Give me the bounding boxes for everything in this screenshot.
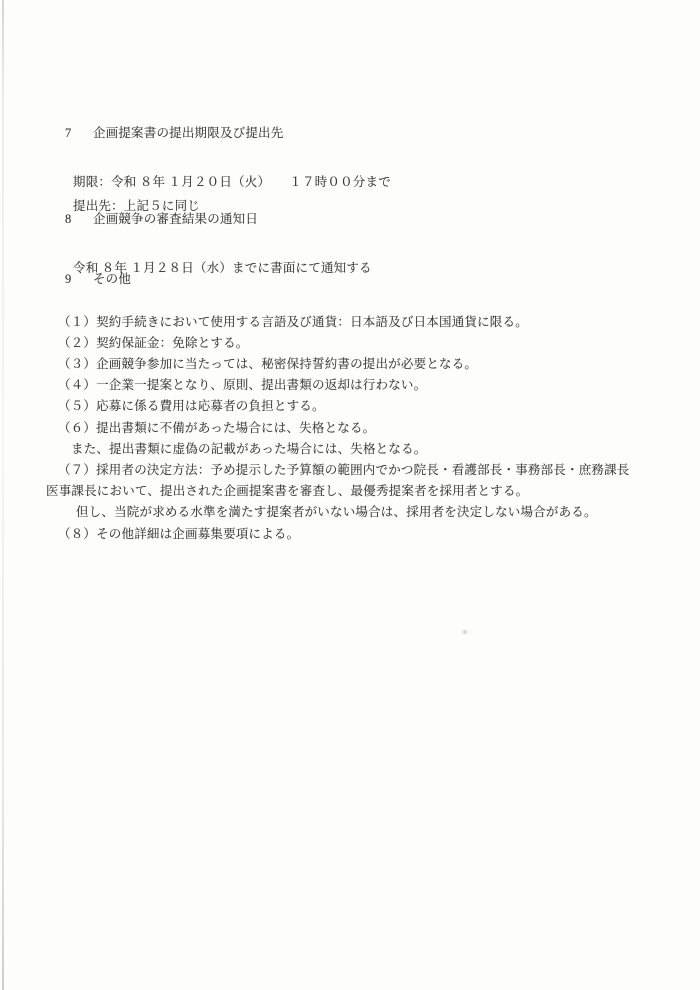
notification-date-line: 令和 ８年 １月２８日（水）までに書面にて通知する [73, 260, 372, 275]
other-item-3: （３）企画競争参加に当たっては、秘密保持誓約書の提出が必要となる。 [58, 357, 478, 372]
section-9 [0, 248, 700, 545]
section-8-title: 企画競争の審査結果の通知日 [92, 211, 259, 226]
other-item-7-continuation: 医事課長において、提出された企画提案書を審査し、最優秀提案者を採用者とする。 [46, 484, 529, 499]
submit-destination-line: 提出先：上記５に同じ [73, 199, 201, 213]
other-item-6: （６）提出書類に不備があった場合には、失格となる。 [58, 420, 376, 435]
section-9-number: 9 [64, 272, 72, 287]
other-item-4: （４）一企業一提案となり、原則、提出書類の返却は行わない。 [58, 378, 427, 393]
other-item-6-continuation: また、提出書類に虚偽の記載があった場合には、失格となる。 [71, 441, 427, 456]
other-item-2: （２）契約保証金：免除とする。 [58, 335, 249, 350]
section-9-title: その他 [92, 272, 132, 287]
other-item-8: （８）その他詳細は企画募集要項による。 [58, 526, 300, 541]
section-7-heading [0, 96, 700, 170]
deadline-line: 期限：令和 ８年 １月２０日（火） １７時００分まで [73, 174, 391, 189]
other-item-5: （５）応募に係る費用は応募者の負担とする。 [58, 399, 325, 414]
section-8-number: 8 [64, 211, 72, 226]
section-7-title: 企画提案書の提出期限及び提出先 [92, 125, 284, 140]
section-8-heading [0, 182, 700, 256]
other-item-7-proviso: 但し、当院が求める水準を満たす提案者がいない場合は、採用者を決定しない場合がある。 [76, 505, 597, 520]
scan-speck-artifact [462, 629, 468, 635]
section-9-heading [0, 248, 700, 312]
section-7-number: 7 [64, 125, 72, 140]
other-item-7: （７）採用者の決定方法：予め提示した予算額の範囲内でかつ院長・看護部長・事務部長・庶務課長 [58, 463, 630, 478]
other-item-1: （１）契約手続きにおいて使用する言語及び通貨：日本語及び日本国通貨に限る。 [58, 314, 528, 329]
